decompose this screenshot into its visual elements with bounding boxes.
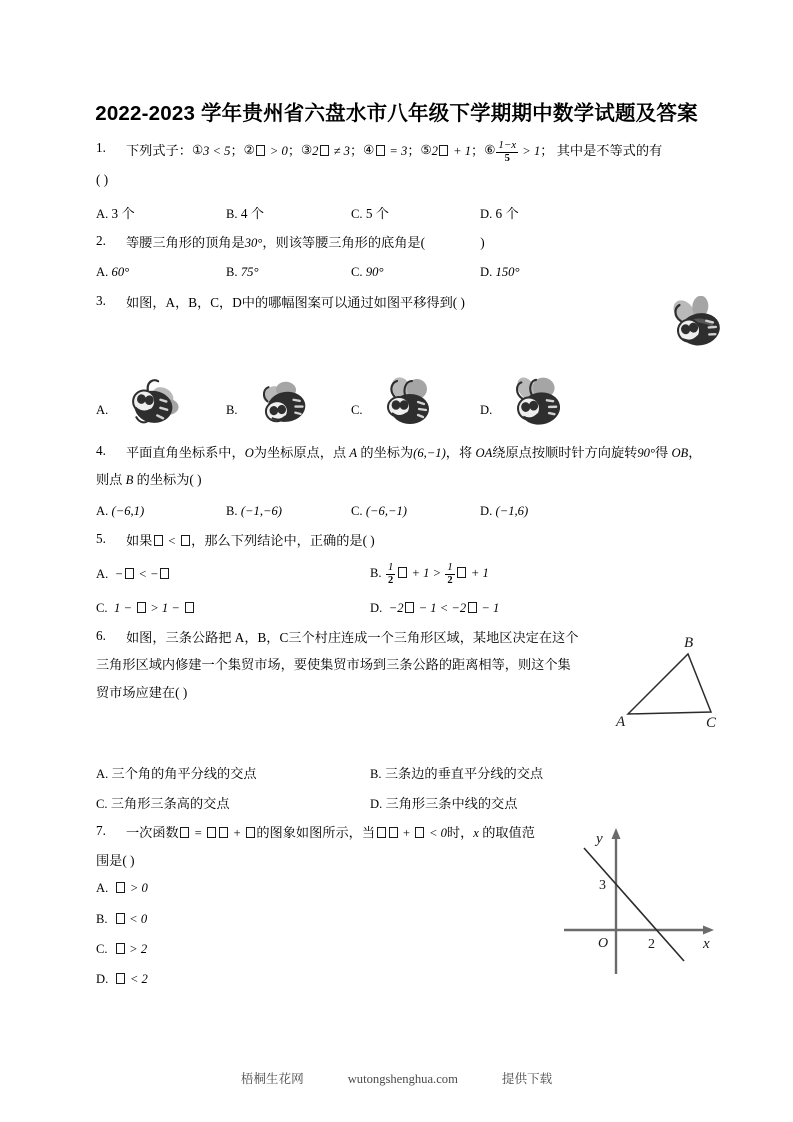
q4-rotation-angle: 90° [637, 446, 655, 460]
question-6-stem-line3: 贸市场应建在( ) [96, 685, 188, 700]
question-6-number: 6. [96, 628, 106, 643]
q1-option-b[interactable] [226, 203, 264, 222]
footer [0, 1068, 793, 1087]
q1-item-3-expr: 2 ≠ 3 [312, 143, 350, 158]
q3-option-c-label: C. [351, 403, 363, 417]
q7-l1a: 一次函数 [126, 825, 179, 840]
q3-option-b-label: B. [226, 403, 238, 417]
question-1-answer-blank: ( ) [96, 172, 109, 187]
tofu-glyph [181, 535, 190, 546]
q3-option-a-figure[interactable] [124, 377, 186, 429]
q3-option-c[interactable] [351, 402, 363, 418]
y-axis-label: y [596, 831, 603, 847]
y-axis-arrow [612, 828, 621, 839]
q4-l1c: 的坐标为 [357, 445, 414, 460]
q1-item-6-fraction: $\frac{1-x}{5}$ [498, 139, 517, 164]
q2-option-b-text: 75° [240, 265, 259, 279]
q4-option-a-text: (−6,1) [111, 504, 145, 518]
q4-l2a: 则点 [96, 472, 126, 487]
q2-option-d[interactable] [480, 264, 519, 280]
q1-option-a[interactable] [96, 203, 135, 222]
q4-l1b: 为坐标原点，点 [253, 445, 350, 460]
q5-option-a-label: A. [96, 567, 109, 581]
q5-stem-b: ，那么下列结论中，正确的是( ) [191, 533, 375, 548]
tofu-glyph [246, 827, 255, 838]
tofu-glyph [376, 145, 385, 156]
q3-option-d[interactable] [480, 402, 492, 418]
q2-option-b-label: B. [226, 265, 238, 279]
tofu-glyph [457, 567, 466, 578]
q7-condition: + < 0 [375, 826, 447, 840]
q5-option-b-label: B. [370, 565, 382, 580]
tofu-glyph [154, 535, 163, 546]
q5-option-c[interactable] [96, 600, 195, 616]
q6-option-a-text: 三个角的角平分线的交点 [111, 766, 257, 781]
q7-option-d[interactable] [96, 971, 148, 987]
q1-item-2-marker: ② [243, 142, 255, 157]
tofu-glyph [468, 602, 477, 613]
tofu-glyph [137, 602, 146, 613]
y-intercept-label: 3 [599, 878, 606, 893]
q4-option-d-text: (−1,6) [495, 504, 529, 518]
q2-option-c-label: C. [351, 265, 363, 279]
q1-item-1-expr: 3 < 5 [203, 143, 231, 158]
tofu-glyph [389, 827, 398, 838]
tofu-glyph [125, 568, 134, 579]
q4-option-d[interactable] [480, 503, 528, 519]
q6-option-b-text: 三条边的垂直平分线的交点 [384, 766, 544, 781]
question-7-graph-figure [556, 826, 721, 989]
q4-l1f: 得 [654, 445, 672, 460]
q5-option-d-text: −2 − 1 < −2 − 1 [385, 601, 500, 615]
q7-option-b[interactable] [96, 911, 147, 927]
question-7-number: 7. [96, 823, 106, 838]
q4-option-c-label: C. [351, 504, 363, 518]
q2-option-a[interactable] [96, 264, 129, 280]
q1-item-4-marker: ④ [363, 142, 375, 157]
q6-option-a-label: A. [96, 767, 109, 781]
tofu-glyph [398, 567, 407, 578]
tofu-glyph [116, 882, 125, 893]
q4-segment-ob: OB [671, 446, 689, 460]
q4-option-c-text: (−6,−1) [365, 504, 407, 518]
q4-l1a: 平面直角坐标系中， [126, 445, 245, 460]
q5-option-b[interactable] [370, 562, 489, 586]
question-6-stem-line2: 三角形区域内修建一个集贸市场，要使集贸市场到三条公路的距离相等，则这个集 [96, 657, 571, 672]
q7-option-c[interactable] [96, 941, 147, 957]
q4-point-a-symbol: A [349, 446, 358, 460]
tofu-glyph [439, 145, 448, 156]
q7-l1c: 时， [446, 825, 474, 840]
q7-l1d: 的取值范 [478, 825, 535, 840]
q5-option-b-text: $\frac{1}{2}$ + 1 > $\frac{1}{2}$ + 1 [387, 561, 489, 586]
tofu-glyph [219, 827, 228, 838]
question-6-stem-line1: 如图，三条公路把 A，B，C三个村庄连成一个三角形区域，某地区决定在这个 [126, 630, 579, 645]
q5-stem-expression: < [152, 534, 191, 548]
q6-option-c-label: C. [96, 797, 108, 811]
q3-option-a[interactable] [96, 402, 108, 418]
q7-option-a[interactable] [96, 880, 148, 896]
q2-option-d-label: D. [480, 265, 493, 279]
q7-option-b-label: B. [96, 912, 108, 926]
q1-item-3-marker: ③ [301, 142, 313, 157]
q3-option-b-figure[interactable] [254, 379, 316, 429]
q1-item-5-expr: 2 + 1 [431, 143, 472, 158]
q4-option-b-text: (−1,−6) [240, 504, 282, 518]
tofu-glyph [405, 602, 414, 613]
q7-option-a-label: A. [96, 881, 109, 895]
q6-option-d-label: D. [370, 797, 383, 811]
q2-option-c-text: 90° [365, 265, 384, 279]
q6-option-b[interactable] [370, 763, 543, 782]
question-1-stem: 下列式子：①3 < 5；② > 0；③2 ≠ 3；④ = 3；⑤2 + 1；⑥ $\frac{1-x}{5}$ > 1； 其中是不等式的有 [126, 139, 663, 164]
q2-stem-b: ，则该等腰三角形的底角是( [262, 235, 425, 250]
q4-segment-oa: OA [475, 446, 493, 460]
question-4-number: 4. [96, 443, 106, 458]
tofu-glyph [180, 827, 189, 838]
q4-option-b-label: B. [226, 504, 238, 518]
x-axis-arrow [703, 926, 714, 935]
q4-point-b-symbol: B [125, 473, 134, 487]
page-title: 2022-2023 学年贵州省六盘水市八年级下学期期中数学试题及答案 [95, 102, 698, 125]
question-3-number: 3. [96, 293, 106, 308]
tofu-glyph [207, 827, 216, 838]
q5-fraction-left: $\frac{1}{2}$ [387, 561, 394, 586]
q1-stem-suffix: 其中是不等式的有 [556, 142, 663, 158]
triangle-label-c: C [706, 715, 717, 730]
question-7-stem-line2: 围是( ) [96, 853, 135, 868]
q7-option-d-label: D. [96, 972, 109, 986]
triangle-label-b: B [684, 635, 694, 651]
question-5-number: 5. [96, 531, 106, 546]
tofu-glyph [160, 568, 169, 579]
q1-option-a-label: A. [96, 207, 109, 221]
q7-variable-x: x [473, 826, 479, 840]
q5-fraction-right: $\frac{1}{2}$ [447, 561, 453, 586]
q4-l1e: 绕原点按顺时针方向旋转 [492, 445, 638, 460]
tofu-glyph [116, 943, 125, 954]
q7-option-c-text: > 2 [111, 942, 147, 956]
question-1-number: 1. [96, 140, 106, 155]
q1-option-d-label: D. [480, 207, 493, 221]
tofu-glyph [256, 145, 265, 156]
q1-option-a-text: 3 个 [111, 206, 135, 221]
q5-option-d-label: D. [370, 601, 383, 615]
q2-option-a-label: A. [96, 265, 109, 279]
q2-option-b[interactable] [226, 264, 259, 280]
q7-option-b-text: < 0 [111, 912, 147, 926]
q7-option-d-text: < 2 [112, 972, 148, 986]
q5-option-c-text: 1 − > 1 − [111, 601, 195, 615]
question-4-stem-line2 [96, 470, 202, 490]
q7-option-a-text: > 0 [112, 881, 148, 895]
q2-stem-value: 30° [244, 236, 263, 250]
q1-option-c[interactable] [351, 203, 389, 222]
q5-option-c-label: C. [96, 601, 108, 615]
q2-option-c[interactable] [351, 264, 384, 280]
q1-stem-prefix: 下列式子： [126, 142, 192, 158]
q4-option-a[interactable] [96, 503, 144, 519]
q7-option-c-label: C. [96, 942, 108, 956]
q3-option-d-label: D. [480, 403, 493, 417]
q1-option-c-label: C. [351, 207, 363, 221]
q4-option-b[interactable] [226, 503, 282, 519]
q1-item-1-marker: ① [191, 142, 204, 157]
q4-option-a-label: A. [96, 504, 109, 518]
tofu-glyph [116, 973, 125, 984]
tofu-glyph [320, 145, 329, 156]
q6-option-c-text: 三角形三条高的交点 [110, 796, 230, 811]
footer-site-name: 梧桐生花网 [240, 1072, 304, 1086]
q1-item-6-marker: ⑥ [484, 142, 496, 157]
q4-l1d: ，将 [445, 445, 476, 460]
q1-option-b-text: 4 个 [240, 206, 264, 221]
q6-option-d-text: 三角形三条中线的交点 [385, 796, 518, 811]
origin-label: O [598, 936, 609, 951]
q1-item-2-expr: > 0 [255, 144, 288, 158]
question-2-number: 2. [96, 233, 106, 248]
q7-l1b: 的图象如图所示，当 [256, 825, 376, 840]
q6-option-c[interactable] [96, 793, 230, 812]
q1-option-d-text: 6 个 [495, 206, 519, 221]
question-3-reference-figure [666, 296, 726, 354]
q4-point-a-coord: (6,−1) [413, 446, 446, 460]
q5-stem-a: 如果 [126, 533, 153, 548]
q5-option-d[interactable] [370, 600, 499, 616]
q5-option-a[interactable] [96, 566, 171, 582]
q7-function-equation: = + [179, 826, 257, 840]
q1-item-5-marker: ⑤ [420, 142, 432, 157]
q6-option-d[interactable] [370, 793, 517, 812]
tofu-glyph [377, 827, 386, 838]
q3-option-a-label: A. [96, 403, 109, 417]
q5-option-a-text: − < − [112, 567, 171, 581]
q3-option-c-figure[interactable] [377, 375, 439, 429]
q6-option-a[interactable] [96, 763, 257, 782]
triangle-label-a: A [616, 714, 626, 730]
q1-option-b-label: B. [226, 207, 238, 221]
question-4-stem-line1 [126, 443, 701, 463]
x-axis-label: x [703, 936, 710, 952]
q4-option-d-label: D. [480, 504, 493, 518]
q4-l1g: ， [688, 445, 702, 460]
q4-l2b: 的坐标为( ) [133, 472, 202, 487]
q2-stem-a: 等腰三角形的顶角是 [126, 235, 245, 250]
question-5-stem [126, 531, 375, 551]
q1-option-d[interactable] [480, 203, 519, 222]
q1-option-c-text: 5 个 [365, 206, 389, 221]
q1-item-4-expr: = 3 [374, 144, 407, 158]
q2-stem-c: ) [480, 235, 485, 250]
q3-option-d-figure[interactable] [506, 374, 568, 430]
tofu-glyph [185, 602, 194, 613]
question-2-stem [126, 233, 485, 253]
q4-option-c[interactable] [351, 503, 407, 519]
q4-origin-symbol: O [244, 446, 254, 460]
footer-action: 提供下载 [501, 1072, 553, 1086]
question-6-triangle-figure [608, 630, 723, 735]
q3-option-b[interactable] [226, 402, 238, 418]
q6-option-b-label: B. [370, 767, 382, 781]
tofu-glyph [116, 913, 125, 924]
q2-option-a-text: 60° [111, 265, 130, 279]
x-intercept-label: 2 [648, 937, 655, 952]
footer-site-url[interactable]: wutongshenghua.com [347, 1072, 458, 1086]
tofu-glyph [415, 827, 424, 838]
question-3-stem: 如图，A，B，C，D中的哪幅图案可以通过如图平移得到( ) [126, 295, 465, 310]
q2-option-d-text: 150° [495, 265, 520, 279]
question-7-stem-line1 [126, 823, 535, 843]
